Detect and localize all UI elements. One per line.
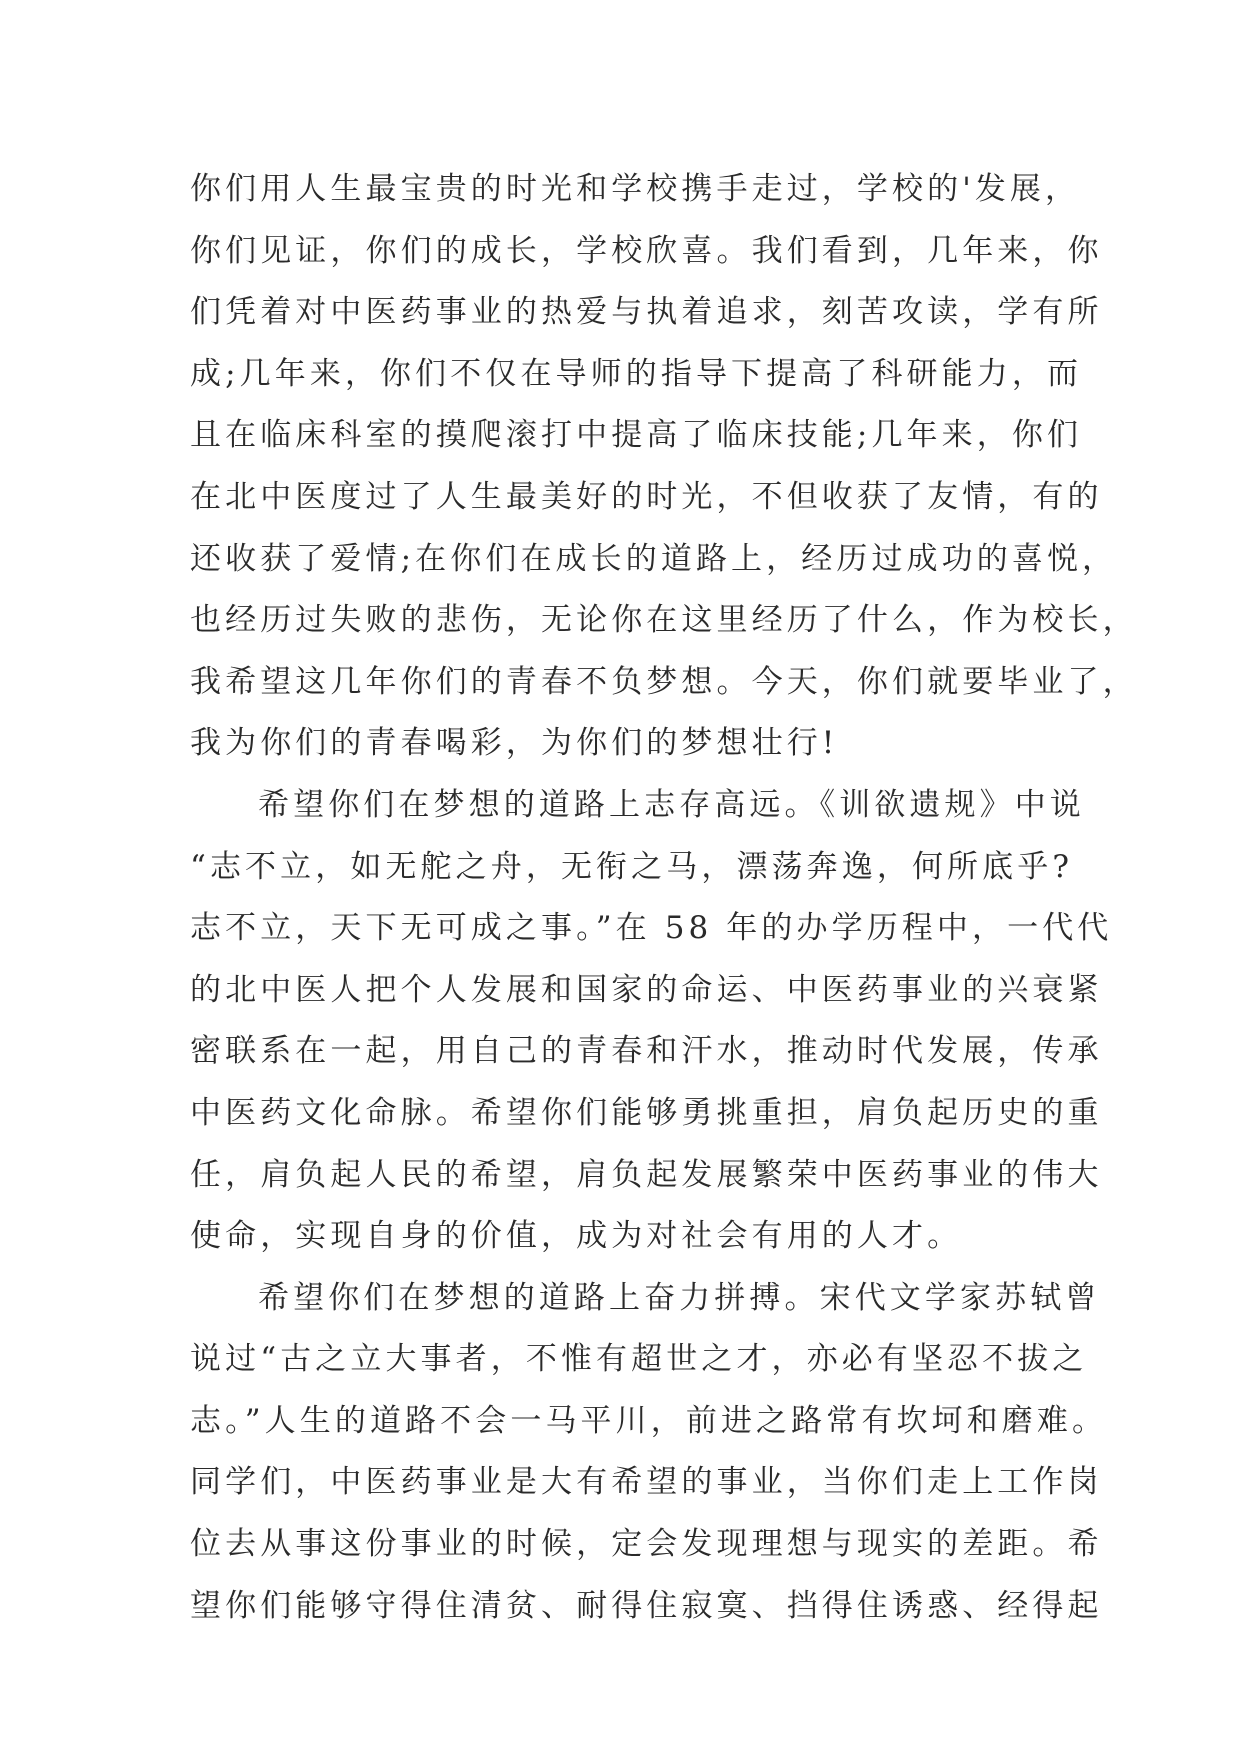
text-line: 我希望这几年你们的青春不负梦想。今天，你们就要毕业了， <box>190 663 1138 700</box>
paragraph-start-line: 希望你们在梦想的道路上志存高远。《训欲遗规》中说 <box>258 786 1085 823</box>
body-text <box>190 159 1138 1637</box>
text-line: 在北中医度过了人生最美好的时光，不但收获了友情，有的 <box>190 478 1103 515</box>
text-line: “志不立，如无舵之舟，无衔之马，漂荡奔逸，何所底乎? <box>190 848 1074 885</box>
text-line: 使命，实现自身的价值，成为对社会有用的人才。 <box>190 1218 963 1255</box>
text-line: 密联系在一起，用自己的青春和汗水，推动时代发展，传承 <box>190 1033 1103 1070</box>
text-line: 说过“古之立大事者，不惟有超世之才，亦必有坚忍不拔之 <box>190 1341 1088 1378</box>
text-line: 同学们，中医药事业是大有希望的事业，当你们走上工作岗 <box>190 1464 1103 1501</box>
text-line: 望你们能够守得住清贫、耐得住寂寞、挡得住诱惑、经得起 <box>190 1587 1103 1624</box>
text-line: 成;几年来，你们不仅在导师的指导下提高了科研能力，而 <box>190 355 1083 392</box>
text-line: 你们用人生最宝贵的时光和学校携手走过，学校的'发展， <box>190 171 1081 207</box>
text-line: 我为你们的青春喝彩，为你们的梦想壮行! <box>190 725 839 762</box>
text-line: 任，肩负起人民的希望，肩负起发展繁荣中医药事业的伟大 <box>190 1156 1103 1193</box>
text-line: 们凭着对中医药事业的热爱与执着追求，刻苦攻读，学有所 <box>190 294 1103 331</box>
text-line: 志不立，天下无可成之事。”在 58 年的办学历程中，一代代 <box>190 910 1113 947</box>
text-line: 且在临床科室的摸爬滚打中提高了临床技能;几年来，你们 <box>190 417 1083 454</box>
text-line: 的北中医人把个人发展和国家的命运、中医药事业的兴衰紧 <box>190 971 1103 1008</box>
paragraph-start-line: 希望你们在梦想的道路上奋力拼搏。宋代文学家苏轼曾 <box>258 1279 1101 1316</box>
text-line: 位去从事这份事业的时候，定会发现理想与现实的差距。希 <box>190 1526 1103 1563</box>
text-line: 志。”人生的道路不会一马平川，前进之路常有坎坷和磨难。 <box>190 1402 1108 1439</box>
text-line: 你们见证，你们的成长，学校欣喜。我们看到，几年来，你 <box>190 232 1103 269</box>
text-line: 还收获了爱情;在你们在成长的道路上，经历过成功的喜悦， <box>190 540 1118 577</box>
text-line: 中医药文化命脉。希望你们能够勇挑重担，肩负起历史的重 <box>190 1094 1103 1131</box>
text-line: 也经历过失败的悲伤，无论你在这里经历了什么，作为校长， <box>190 602 1138 639</box>
